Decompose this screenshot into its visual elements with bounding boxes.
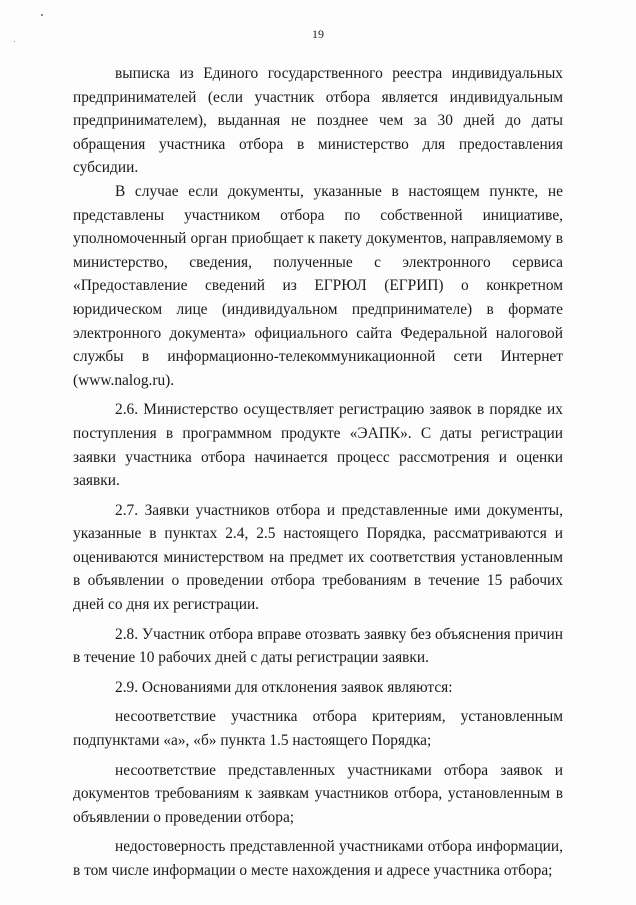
document-body [73, 62, 563, 883]
paragraph-2-9: 2.9. Основаниями для отклонения заявок являются: [115, 678, 453, 696]
paragraph-egrip-extract: выписка из Единого государственного реестра индивидуальных предпринимателей (если участник отбора является индивидуальным предпринимателем), выданная не позднее чем за 30 дней до даты обращения участника отбора в министерство для предоставления субсидии. [73, 65, 563, 177]
paragraph-2-6: 2.6. Министерство осуществляет регистрацию заявок в порядке их поступления в программном продукте «ЭАПК». С даты регистрации заявки участника отбора начинается процесс рассмотрения и оценки заявки. [73, 401, 563, 490]
paragraph-documents-not-submitted: В случае если документы, указанные в настоящем пункте, не представлены участником отбора по собственной инициативе, уполномоченный орган приобщает к пакету документов, направляемому в министерство, сведения, полученные с электронного сервиса «Предоставление сведений из ЕГРЮЛ (ЕГРИП) о конкретном юридическом лице (индивидуальном предпринимателе) в формате электронного документа» официального сайта Федеральной налоговой службы в информационно-телекоммуникационной сети Интернет (www.nalog.ru). [73, 182, 563, 389]
paragraph-2-8: 2.8. Участник отбора вправе отозвать заявку без объяснения причин в течение 10 рабочих дней с даты регистрации заявки. [73, 625, 563, 667]
scan-speck [41, 14, 43, 16]
list-item-inaccurate-information: недостоверность представленной участниками отбора информации, в том числе информации о месте нахождения и адресе участника отбора; [73, 838, 563, 879]
list-item-criteria-mismatch: несоответствие участника отбора критериям, установленным подпунктами «а», «б» пункта 1.5 настоящего Порядка; [73, 708, 563, 750]
list-item-requirements-mismatch: несоответствие представленных участниками отбора заявок и документов требованиям к заявкам участников отбора, установленным в объявлении о проведении отбора; [73, 761, 563, 826]
page-number: 19 [312, 27, 324, 41]
paragraph-2-7: 2.7. Заявки участников отбора и представленные ими документы, указанные в пунктах 2.4, 2.5 настоящего Порядка, рассматриваются и оцениваются министерством на предмет их соответствия установленным в объявлении о проведении отбора требованиям в течение 15 рабочих дней со дня их регистрации. [73, 501, 563, 614]
